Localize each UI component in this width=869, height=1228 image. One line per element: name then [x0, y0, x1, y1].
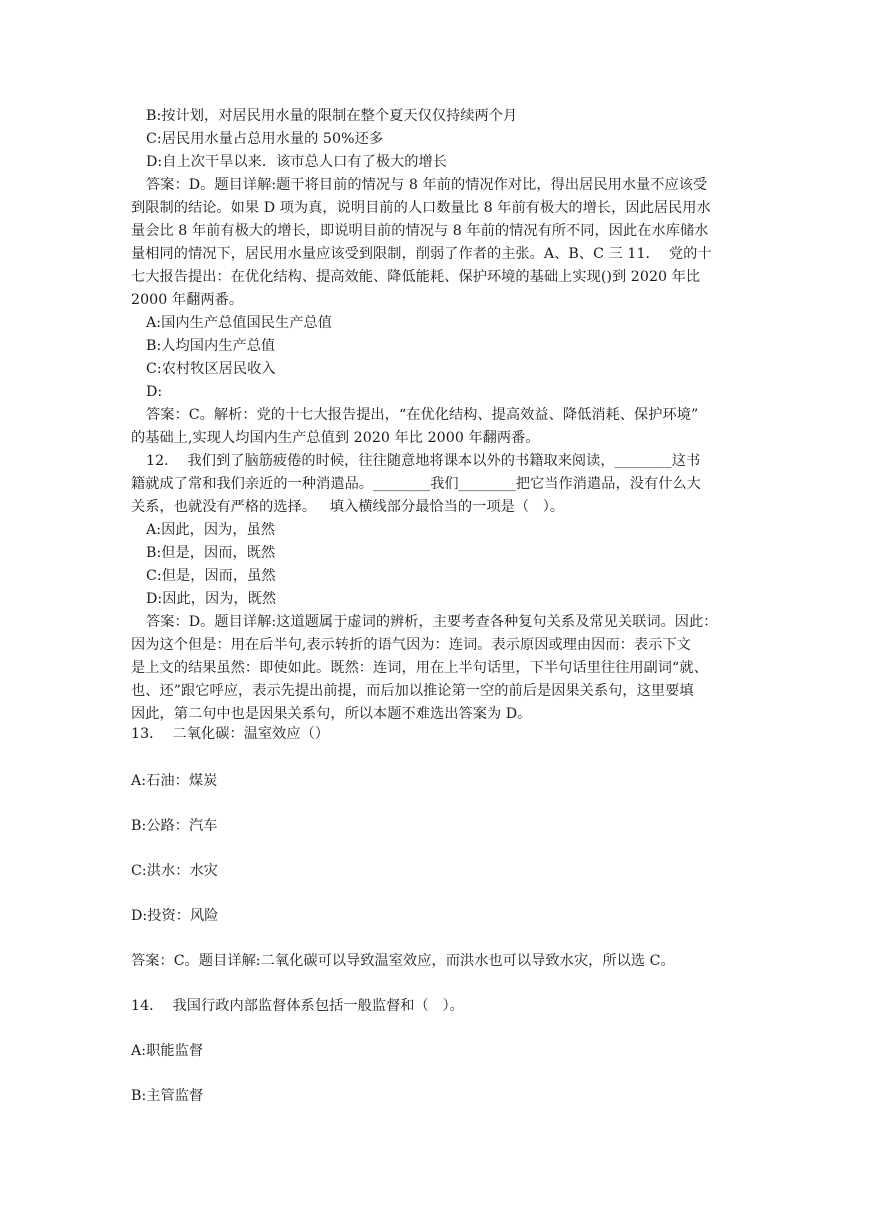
- q10-answer-line: 2000 年翻两番。: [131, 292, 244, 308]
- q10-answer-line: 答案：D。题目详解:题干将目前的情况与 8 年前的情况作对比，得出居民用水量不应该受: [146, 177, 708, 193]
- q12-option-c: C:但是，因而，虽然: [146, 568, 276, 584]
- q12-option-a: A:因此，因为，虽然: [146, 522, 276, 538]
- q12-stem-line: 12． 我们到了脑筋疲倦的时候，往往随意地将课本以外的书籍取来阅读，________这书: [146, 453, 701, 469]
- q10-answer-line: 量相同的情况下，居民用水量应该受到限制，削弱了作者的主张。A、B、C 三 11． 党的十: [131, 246, 712, 262]
- q10-answer-line: 七大报告提出：在优化结构、提高效能、降低能耗、保护环境的基础上实现()到 2020 年比: [131, 269, 701, 285]
- q13-answer: 答案：C。题目详解:二氧化碳可以导致温室效应，而洪水也可以导致水灾，所以选 C。: [131, 953, 675, 969]
- q13-option-b: B:公路：汽车: [131, 818, 218, 834]
- q12-answer-line: 答案：D。题目详解:这道题属于虚词的辨析，主要考查各种复句关系及常见关联词。因此：: [146, 614, 718, 630]
- q10-answer-line: 到限制的结论。如果 D 项为真，说明目前的人口数量比 8 年前有极大的增长，因此居民用水: [131, 200, 711, 216]
- q12-answer-line: 是上文的结果虽然：即使如此。既然：连词，用在上半句话里，下半句话里往往用副词“就、: [131, 660, 708, 676]
- q12-stem-line: 关系，也就没有严格的选择。 填入横线部分最恰当的一项是（ ）。: [131, 499, 565, 515]
- q12-option-d: D:因此，因为，既然: [146, 591, 277, 607]
- q14-stem: 14． 我国行政内部监督体系包括一般监督和（ ）。: [131, 998, 464, 1014]
- q11-option-c: C:农村牧区居民收入: [146, 361, 276, 377]
- q11-answer-line: 的基础上,实现人均国内生产总值到 2020 年比 2000 年翻两番。: [131, 430, 540, 446]
- q11-option-d: D:: [146, 384, 163, 400]
- q14-option-b: B:主管监督: [131, 1088, 204, 1104]
- q12-answer-line: 因此，第二句中也是因果关系句，所以本题不难选出答案为 D。: [131, 706, 532, 722]
- q12-answer-line: 也、还”跟它呼应，表示先提出前提，而后加以推论第一空的前后是因果关系句，这里要填: [131, 683, 694, 699]
- q13-option-d: D:投资：风险: [131, 908, 219, 924]
- q10-option-b: B:按计划，对居民用水量的限制在整个夏天仅仅持续两个月: [146, 108, 518, 124]
- q10-answer-line: 量会比 8 年前有极大的增长，即说明目前的情况与 8 年前的情况有所不同，因此在水库储水: [131, 223, 709, 239]
- q12-option-b: B:但是，因而，既然: [146, 545, 276, 561]
- q11-option-a: A:国内生产总值国民生产总值: [146, 315, 332, 331]
- q13-option-a: A:石油：煤炭: [131, 773, 218, 789]
- q11-option-b: B:人均国内生产总值: [146, 338, 276, 354]
- q12-stem-line: 籍就成了常和我们亲近的一种消遣品。________我们________把它当作消遣品，没有什么大: [131, 476, 701, 492]
- q14-option-a: A:职能监督: [131, 1043, 204, 1059]
- q10-option-d: D:自上次干旱以来．该市总人口有了极大的增长: [146, 154, 448, 170]
- q10-option-c: C:居民用水量占总用水量的 50%还多: [146, 131, 384, 147]
- q12-answer-line: 因为这个但是：用在后半句,表示转折的语气因为：连词。表示原因或理由因而：表示下文: [131, 637, 691, 653]
- q13-stem: 13． 二氧化碳：温室效应（）: [131, 726, 330, 742]
- q13-option-c: C:洪水：水灾: [131, 863, 218, 879]
- q11-answer-line: 答案：C。解析：党的十七大报告提出，“在优化结构、提高效益、降低消耗、保护环境”: [146, 407, 699, 423]
